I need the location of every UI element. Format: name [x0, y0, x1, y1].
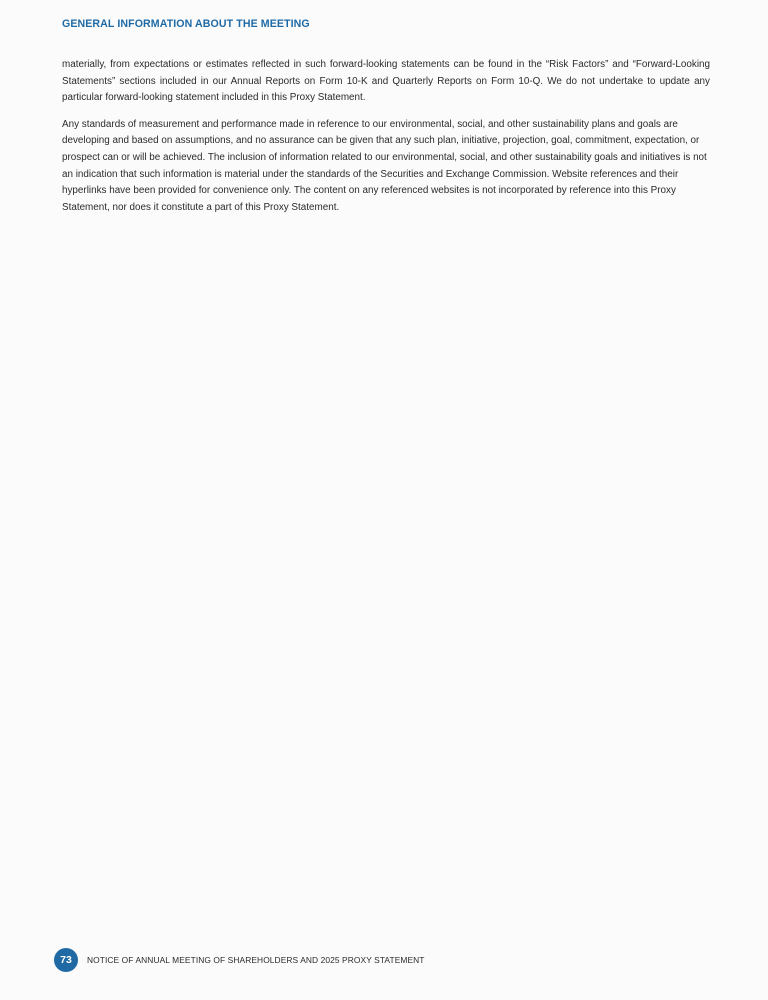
footer-document-title: NOTICE OF ANNUAL MEETING OF SHAREHOLDERS AND 2025 PROXY STATEMENT [87, 955, 425, 965]
page-footer [54, 948, 425, 972]
section-title: GENERAL INFORMATION ABOUT THE MEETING [62, 18, 310, 30]
paragraph-sustainability-disclaimer: Any standards of measurement and performance made in reference to our environmental, social, and other sustainability plans and goals are developing and based on assumptions, and no assurance can be given that any such plan, initiative, projection, goal, commitment, expectation, or prospect can or will be achieved. The inclusion of information related to our environmental, social, and other sustainability goals and initiatives is not an indication that such information is material under the standards of the Securities and Exchange Commission. Website references and their hyperlinks have been provided for convenience only. The content on any referenced websites is not incorporated by reference into this Proxy Statement, nor does it constitute a part of this Proxy Statement. [62, 118, 707, 213]
page-number-badge: 73 [54, 948, 78, 972]
paragraph-forward-looking: materially, from expectations or estimates reflected in such forward-looking statements can be found in the “Risk Factors” and “Forward-Looking Statements” sections included in our Annual Reports on Form 10-K and Quarterly Reports on Form 10-Q. We do not undertake to update any particular forward-looking statement included in this Proxy Statement. [62, 59, 710, 104]
body-text [62, 57, 710, 226]
